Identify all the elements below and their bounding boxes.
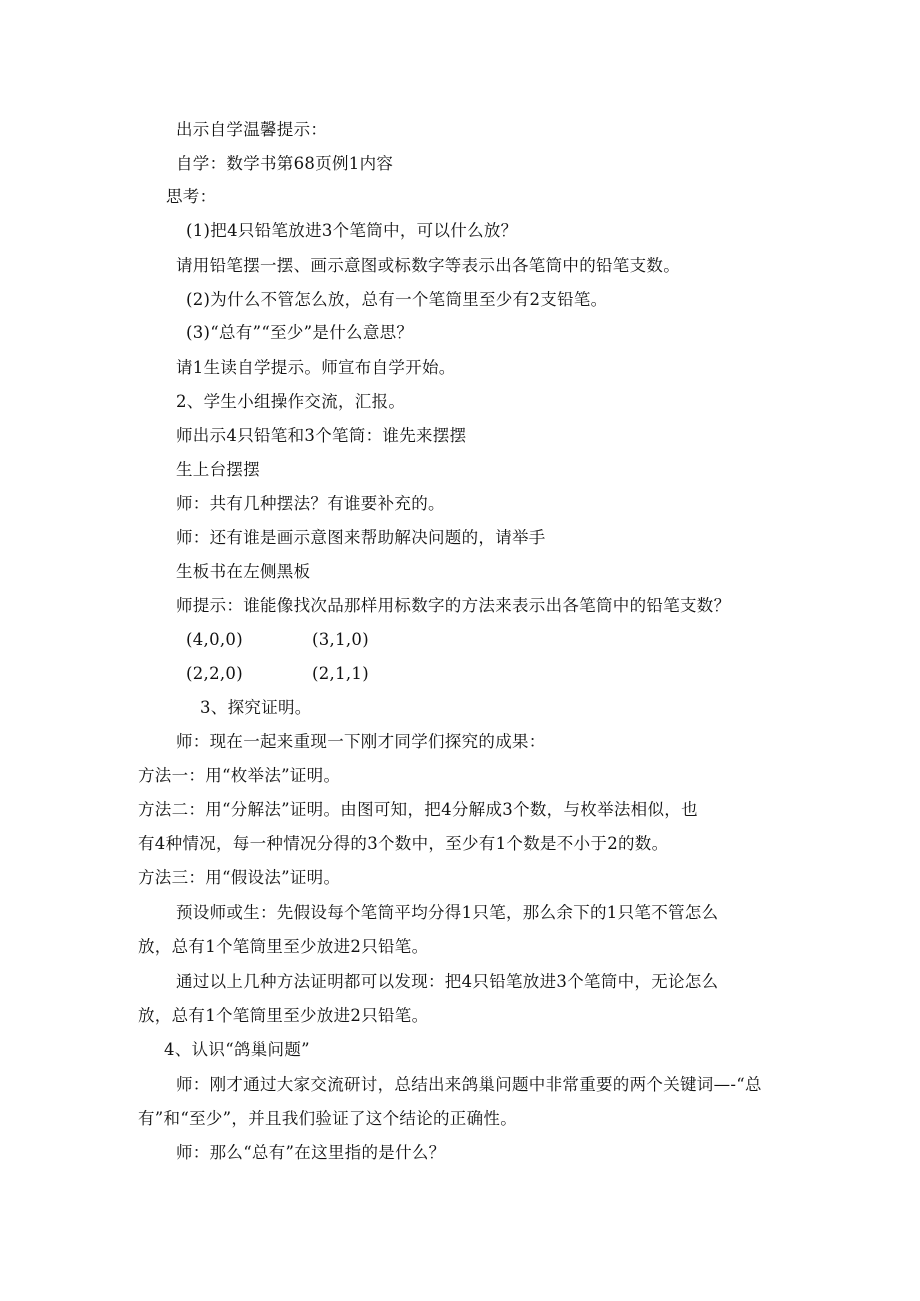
section-heading: 3、探究证明。: [200, 698, 312, 717]
text-line: 放，总有1个笔筒里至少放进2只铅笔。: [138, 1006, 429, 1025]
text-line: (3)“总有”“至少”是什么意思？: [186, 323, 414, 342]
tuple-value: (2,2,0): [186, 664, 243, 683]
text-line: 思考：: [166, 187, 217, 206]
text-line: 师提示：谁能像找次品那样用标数字的方法来表示出各笔筒中的铅笔支数？: [176, 596, 731, 615]
text-line: 自学：数学书第68页例1内容: [176, 154, 394, 173]
text-line: 请1生读自学提示。师宣布自学开始。: [176, 358, 456, 377]
section-heading: 2、学生小组操作交流，汇报。: [176, 392, 406, 411]
text-line: 方法二：用“分解法”证明。由图可知，把4分解成3个数，与枚举法相似，也: [138, 800, 698, 819]
text-line: 通过以上几种方法证明都可以发现：把4只铅笔放进3个笔筒中，无论怎么: [176, 972, 719, 991]
text-line: 师出示4只铅笔和3个笔筒：谁先来摆摆: [176, 426, 467, 445]
text-line: 放，总有1个笔筒里至少放进2只铅笔。: [138, 937, 429, 956]
text-line: 预设师或生：先假设每个笔筒平均分得1只笔，那么余下的1只笔不管怎么: [176, 903, 719, 922]
text-line: 请用铅笔摆一摆、画示意图或标数字等表示出各笔筒中的铅笔支数。: [176, 256, 680, 275]
text-line: 方法三：用“假设法”证明。: [138, 868, 341, 887]
tuple-value: (4,0,0): [186, 630, 243, 649]
text-line: 生上台摆摆: [176, 460, 260, 479]
text-line: (1)把4只铅笔放进3个笔筒中，可以什么放？: [186, 221, 518, 240]
text-line: 师：现在一起来重现一下刚才同学们探究的成果：: [176, 732, 546, 751]
text-line: 生板书在左侧黑板: [176, 562, 311, 581]
tuple-value: (3,1,0): [312, 630, 369, 649]
section-heading: 4、认识“鸽巢问题”: [164, 1040, 310, 1059]
text-line: 有”和“至少”，并且我们验证了这个结论的正确性。: [138, 1109, 518, 1128]
text-line: 师：那么“总有”在这里指的是什么？: [176, 1143, 446, 1162]
text-line: 师：还有谁是画示意图来帮助解决问题的，请举手: [176, 528, 546, 547]
text-line: 出示自学温馨提示：: [176, 120, 328, 139]
text-line: 方法一：用“枚举法”证明。: [138, 766, 341, 785]
text-line: 有4种情况，每一种情况分得的3个数中，至少有1个数是不小于2的数。: [138, 834, 669, 853]
text-line: (2)为什么不管怎么放，总有一个笔筒里至少有2支铅笔。: [186, 290, 608, 309]
text-line: 师：共有几种摆法？有谁要补充的。: [176, 494, 445, 513]
text-line: 师：刚才通过大家交流研讨，总结出来鸽巢问题中非常重要的两个关键词—-“总: [176, 1075, 762, 1094]
tuple-value: (2,1,1): [312, 664, 369, 683]
